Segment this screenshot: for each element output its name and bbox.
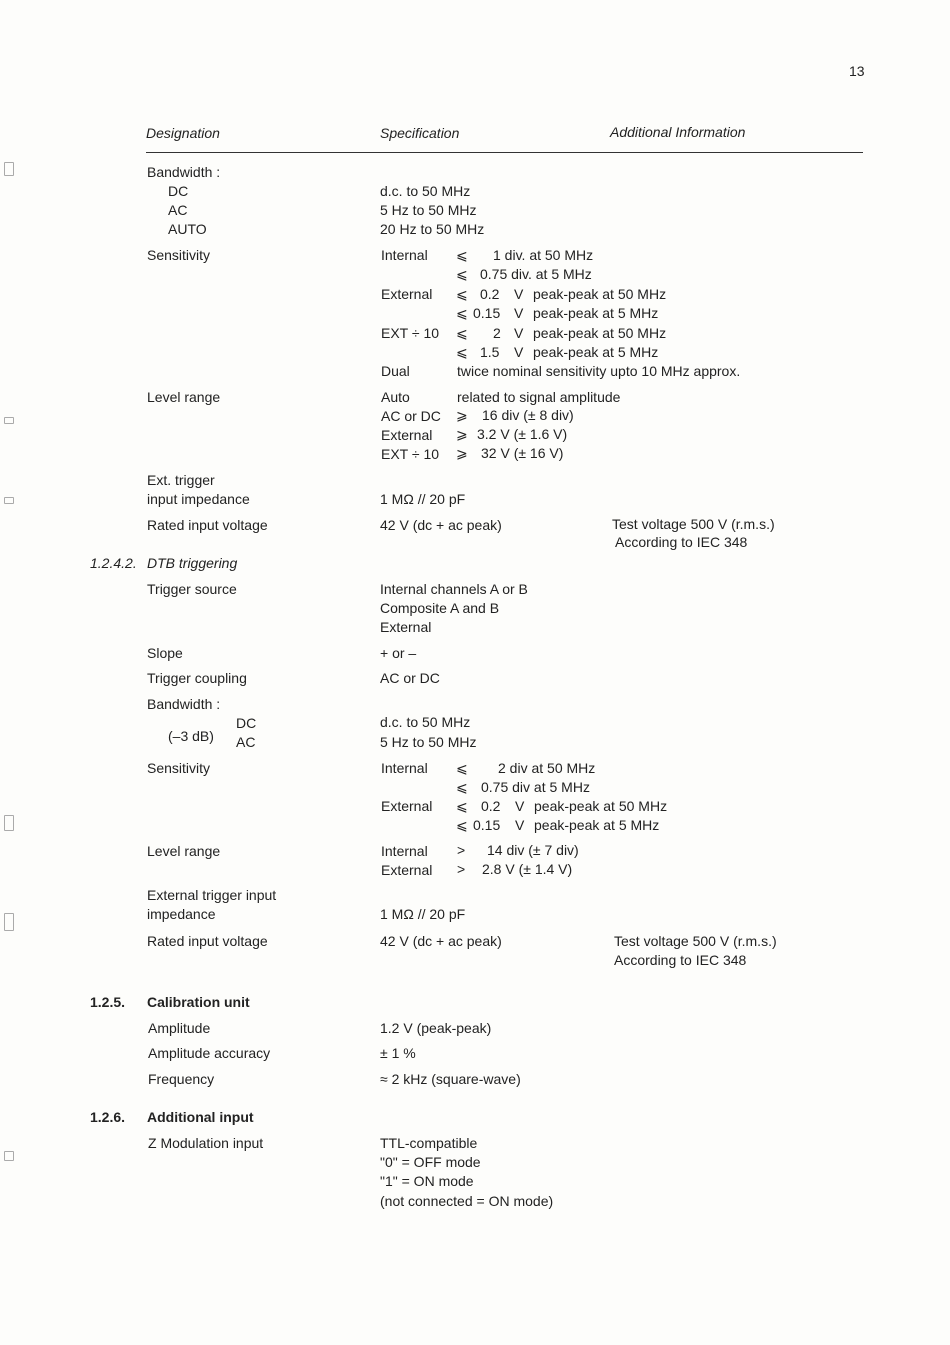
rated-input-value: 42 V (dc + ac peak) bbox=[380, 517, 502, 533]
binding-mark bbox=[4, 815, 14, 831]
z-modulation-value: TTL-compatible bbox=[380, 1135, 478, 1151]
slope-label: Slope bbox=[147, 645, 183, 661]
gt-symbol: > bbox=[457, 861, 466, 877]
rated-input-label: Rated input voltage bbox=[147, 517, 268, 533]
dtb-bandwidth-ac-spec: 5 Hz to 50 MHz bbox=[380, 734, 477, 750]
section-number: 1.2.4.2. bbox=[90, 555, 137, 571]
column-header-additional: Additional Information bbox=[610, 124, 746, 140]
trigger-coupling-value: AC or DC bbox=[380, 670, 440, 686]
dtb-bandwidth-dc-label: DC bbox=[236, 715, 257, 731]
dtb-level-range-source: External bbox=[381, 862, 433, 878]
column-header-specification: Specification bbox=[380, 125, 460, 141]
slope-value: + or – bbox=[380, 645, 417, 661]
dtb-ext-input-label: impedance bbox=[147, 906, 216, 922]
amplitude-label: Amplitude bbox=[148, 1020, 211, 1036]
le-symbol: ⩽ bbox=[456, 266, 468, 282]
dtb-level-range-label: Level range bbox=[147, 843, 221, 859]
bandwidth-auto-spec: 20 Hz to 50 MHz bbox=[380, 221, 485, 237]
ext-trigger-value: 1 MΩ // 20 pF bbox=[380, 491, 466, 507]
dtb-bandwidth-label: Bandwidth : bbox=[147, 696, 221, 712]
level-range-desc: related to signal amplitude bbox=[457, 389, 621, 405]
dtb-rated-input-value: 42 V (dc + ac peak) bbox=[380, 933, 502, 949]
sensitivity-value: 0.15 bbox=[473, 305, 501, 321]
rated-input-info: Test voltage 500 V (r.m.s.) bbox=[612, 516, 775, 532]
sensitivity-unit: V bbox=[514, 286, 524, 302]
dtb-sensitivity-source: Internal bbox=[381, 760, 428, 776]
page-number: 13 bbox=[849, 63, 865, 79]
sensitivity-value: 1.5 bbox=[480, 344, 500, 360]
dtb-ext-input-label: External trigger input bbox=[147, 887, 277, 903]
sensitivity-desc: peak-peak at 50 MHz bbox=[533, 325, 667, 341]
dtb-ext-input-value: 1 MΩ // 20 pF bbox=[380, 906, 466, 922]
level-range-source: AC or DC bbox=[381, 408, 441, 424]
binding-mark bbox=[4, 913, 14, 931]
sensitivity-source: Dual bbox=[381, 363, 410, 379]
bandwidth-ac-label: AC bbox=[168, 202, 188, 218]
le-symbol: ⩽ bbox=[456, 344, 468, 360]
dtb-sensitivity-value: 2 div at 50 MHz bbox=[498, 760, 596, 776]
sensitivity-value: 1 div. at 50 MHz bbox=[493, 247, 594, 263]
dtb-sensitivity-desc: peak-peak at 50 MHz bbox=[534, 798, 668, 814]
sensitivity-unit: V bbox=[514, 305, 524, 321]
sensitivity-source: EXT ÷ 10 bbox=[381, 325, 440, 341]
level-range-value: 3.2 V (± 1.6 V) bbox=[477, 426, 568, 442]
bandwidth-label: Bandwidth : bbox=[147, 164, 221, 180]
le-symbol: ⩽ bbox=[456, 779, 468, 795]
dtb-sensitivity-unit: V bbox=[515, 798, 525, 814]
binding-mark bbox=[4, 162, 14, 176]
amplitude-accuracy-value: ± 1 % bbox=[380, 1045, 416, 1061]
level-range-source: EXT ÷ 10 bbox=[381, 446, 440, 462]
trigger-coupling-label: Trigger coupling bbox=[147, 670, 247, 686]
frequency-label: Frequency bbox=[148, 1071, 215, 1087]
ge-symbol: ⩾ bbox=[456, 426, 468, 442]
level-range-value: 32 V (± 16 V) bbox=[481, 445, 564, 461]
binding-mark bbox=[4, 417, 14, 424]
z-modulation-value: "1" = ON mode bbox=[380, 1173, 474, 1189]
le-symbol: ⩽ bbox=[456, 760, 468, 776]
sensitivity-desc: twice nominal sensitivity upto 10 MHz approx. bbox=[457, 363, 741, 379]
binding-mark bbox=[4, 497, 14, 504]
dtb-sensitivity-value: 0.15 bbox=[473, 817, 501, 833]
gt-symbol: > bbox=[457, 842, 466, 858]
dtb-rated-input-info: According to IEC 348 bbox=[614, 952, 747, 968]
dtb-level-range-value: 2.8 V (± 1.4 V) bbox=[482, 861, 573, 877]
amplitude-value: 1.2 V (peak-peak) bbox=[380, 1020, 492, 1036]
sensitivity-unit: V bbox=[514, 344, 524, 360]
z-modulation-value: (not connected = ON mode) bbox=[380, 1193, 554, 1209]
ge-symbol: ⩾ bbox=[456, 407, 468, 423]
level-range-source: External bbox=[381, 427, 433, 443]
dtb-sensitivity-value: 0.2 bbox=[481, 798, 501, 814]
ext-trigger-label: Ext. trigger bbox=[147, 472, 215, 488]
section-number: 1.2.6. bbox=[90, 1109, 126, 1125]
bandwidth-dc-label: DC bbox=[168, 183, 189, 199]
trigger-source-value: Internal channels A or B bbox=[380, 581, 528, 597]
sensitivity-desc: peak-peak at 5 MHz bbox=[533, 305, 659, 321]
header-rule bbox=[146, 152, 863, 153]
sensitivity-source: External bbox=[381, 286, 433, 302]
z-modulation-label: Z Modulation input bbox=[148, 1135, 264, 1151]
dtb-sensitivity-label: Sensitivity bbox=[147, 760, 211, 776]
le-symbol: ⩽ bbox=[456, 286, 468, 302]
trigger-source-value: Composite A and B bbox=[380, 600, 500, 616]
bandwidth-auto-label: AUTO bbox=[168, 221, 207, 237]
ext-trigger-label: input impedance bbox=[147, 491, 250, 507]
binding-mark bbox=[4, 1151, 14, 1161]
section-number: 1.2.5. bbox=[90, 994, 126, 1010]
section-title: Calibration unit bbox=[147, 994, 250, 1010]
dtb-level-range-source: Internal bbox=[381, 843, 428, 859]
bandwidth-ac-spec: 5 Hz to 50 MHz bbox=[380, 202, 477, 218]
sensitivity-value: 0.75 div. at 5 MHz bbox=[480, 266, 592, 282]
sensitivity-unit: V bbox=[514, 325, 524, 341]
dtb-sensitivity-value: 0.75 div at 5 MHz bbox=[481, 779, 590, 795]
dtb-sensitivity-source: External bbox=[381, 798, 433, 814]
level-range-source: Auto bbox=[381, 389, 410, 405]
le-symbol: ⩽ bbox=[456, 325, 468, 341]
ge-symbol: ⩾ bbox=[456, 445, 468, 461]
level-range-value: 16 div (± 8 div) bbox=[482, 407, 574, 423]
frequency-value: ≈ 2 kHz (square-wave) bbox=[380, 1071, 521, 1087]
level-range-label: Level range bbox=[147, 389, 221, 405]
sensitivity-desc: peak-peak at 50 MHz bbox=[533, 286, 667, 302]
sensitivity-desc: peak-peak at 5 MHz bbox=[533, 344, 659, 360]
le-symbol: ⩽ bbox=[456, 817, 468, 833]
sensitivity-source: Internal bbox=[381, 247, 428, 263]
dtb-bandwidth-ac-label: AC bbox=[236, 734, 256, 750]
section-title: DTB triggering bbox=[147, 555, 238, 571]
sensitivity-label: Sensitivity bbox=[147, 247, 211, 263]
rated-input-info: According to IEC 348 bbox=[615, 534, 748, 550]
z-modulation-value: "0" = OFF mode bbox=[380, 1154, 481, 1170]
dtb-bandwidth-dc-spec: d.c. to 50 MHz bbox=[380, 714, 471, 730]
le-symbol: ⩽ bbox=[456, 247, 468, 263]
trigger-source-label: Trigger source bbox=[147, 581, 237, 597]
le-symbol: ⩽ bbox=[456, 798, 468, 814]
section-title: Additional input bbox=[147, 1109, 254, 1125]
dtb-bandwidth-db: (–3 dB) bbox=[168, 728, 214, 744]
amplitude-accuracy-label: Amplitude accuracy bbox=[148, 1045, 271, 1061]
column-header-designation: Designation bbox=[146, 125, 220, 141]
dtb-sensitivity-desc: peak-peak at 5 MHz bbox=[534, 817, 660, 833]
dtb-rated-input-info: Test voltage 500 V (r.m.s.) bbox=[614, 933, 777, 949]
le-symbol: ⩽ bbox=[456, 305, 468, 321]
dtb-rated-input-label: Rated input voltage bbox=[147, 933, 268, 949]
trigger-source-value: External bbox=[380, 619, 432, 635]
dtb-sensitivity-unit: V bbox=[515, 817, 525, 833]
sensitivity-value: 0.2 bbox=[480, 286, 500, 302]
sensitivity-value: 2 bbox=[493, 325, 501, 341]
bandwidth-dc-spec: d.c. to 50 MHz bbox=[380, 183, 471, 199]
dtb-level-range-value: 14 div (± 7 div) bbox=[487, 842, 579, 858]
